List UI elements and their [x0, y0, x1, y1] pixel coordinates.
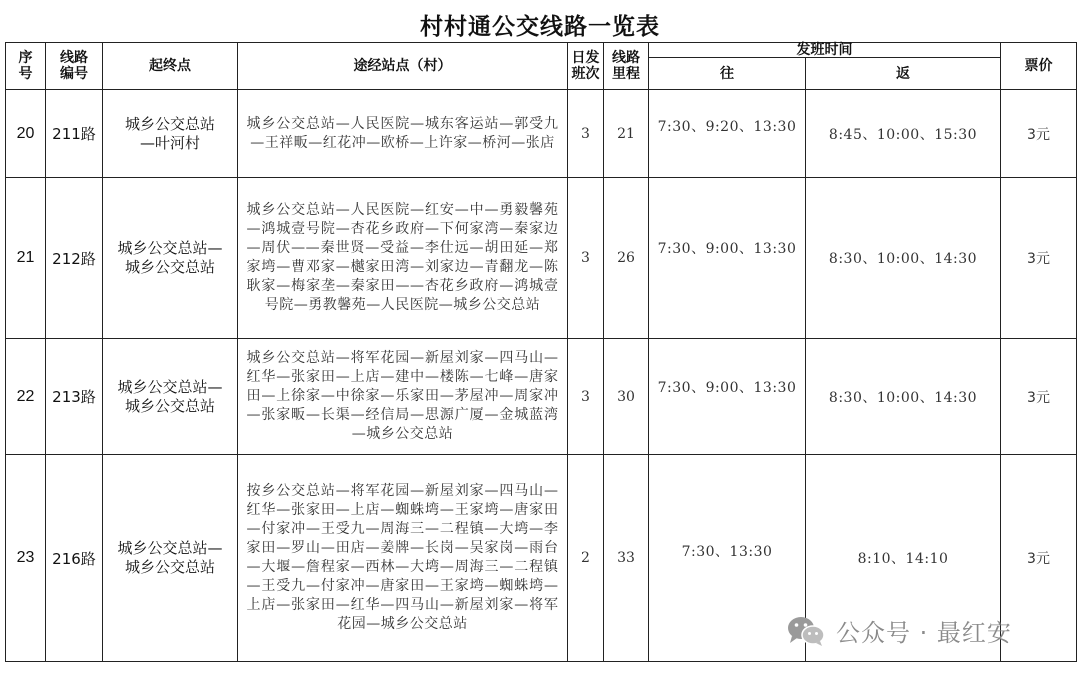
row-inbound: 8:30、10:00、14:30	[806, 339, 1001, 455]
bus-routes-table	[5, 42, 1077, 662]
header-seq: 序号	[6, 43, 46, 90]
row-outbound: 7:30、9:00、13:30	[649, 178, 806, 339]
row-stops	[238, 455, 568, 662]
row-price: 3元	[1001, 455, 1077, 662]
row-ends-start: 城乡公交总站—	[117, 377, 223, 396]
row-line: 212路	[46, 178, 103, 339]
header-ends: 起终点	[103, 43, 238, 90]
table-row	[6, 178, 1077, 339]
row-ends	[103, 455, 238, 662]
row-stops	[238, 339, 568, 455]
row-seq: 23	[6, 455, 46, 662]
row-ends-end: 城乡公交总站	[124, 258, 215, 276]
row-stops-text: 城乡公交总站—人民医院—红安—中—勇毅馨苑—鸿城壹号院—杏花乡政府—下何家湾—秦家边—周伏——秦世贤—受益—李仕远—胡田延—郑家塆—曹邓家—樾家田湾—刘家边—青翻龙—陈耿家—梅家垄—秦家田——杏花乡政府—鸿城壹号院—勇教馨苑—人民医院—城乡公交总站	[246, 202, 559, 313]
row-inbound: 8:30、10:00、14:30	[806, 178, 1001, 339]
row-ends	[103, 90, 238, 178]
row-inbound: 8:10、14:10	[806, 455, 1001, 662]
header-outbound: 往	[649, 58, 806, 90]
header-schedule: 发班时间	[649, 43, 1001, 58]
row-stops-text: 按乡公交总站—将军花园—新屋刘家—四马山—红华—张家田—上店—蜘蛛塆—王家塆—唐家田—付家冲—王受九—周海三—二程镇—大塆—李家田—罗山—田店—姜牌—长岗—吴家岗—雨台—大堰—詹程家—西林—大塆—周海三—二程镇—王受九—付家冲—唐家田—王家塆—蜘蛛塆—上店—张家田—红华—四马山—新屋刘家—将军花园—城乡公交总站	[246, 483, 559, 632]
watermark	[786, 613, 1012, 648]
header-stops: 途经站点（村）	[238, 43, 568, 90]
table-row	[6, 90, 1077, 178]
watermark-text: 公众号 · 最红安	[836, 619, 1012, 647]
row-stops	[238, 90, 568, 178]
row-line: 216路	[46, 455, 103, 662]
row-seq: 21	[6, 178, 46, 339]
row-stops-text: 城乡公交总站—将军花园—新屋刘家—四马山—红华—张家田—上店—建中—楼陈—七峰—唐家田—上徐家—中徐家—乐家田—茅屋冲—周家冲—张家畈—长渠—经信局—思源广厦—金城蓝湾—城乡公交总站	[246, 350, 559, 442]
row-stops	[238, 178, 568, 339]
row-outbound: 7:30、9:00、13:30	[649, 339, 806, 455]
row-ends	[103, 339, 238, 455]
header-daily: 日发班次	[568, 43, 604, 90]
row-line: 211路	[46, 90, 103, 178]
row-length: 30	[604, 339, 649, 455]
row-outbound: 7:30、13:30	[649, 455, 806, 662]
header-length: 线路里程	[604, 43, 649, 90]
row-daily: 2	[568, 455, 604, 662]
row-ends-end: 城乡公交总站	[124, 558, 215, 576]
header-price: 票价	[1001, 43, 1077, 90]
row-price: 3元	[1001, 178, 1077, 339]
row-ends	[103, 178, 238, 339]
row-price: 3元	[1001, 339, 1077, 455]
row-daily: 3	[568, 178, 604, 339]
row-seq: 22	[6, 339, 46, 455]
row-length: 26	[604, 178, 649, 339]
header-line: 线路编号	[46, 43, 103, 90]
row-daily: 3	[568, 339, 604, 455]
row-length: 33	[604, 455, 649, 662]
row-seq: 20	[6, 90, 46, 178]
row-ends-start: 城乡公交总站—	[117, 539, 223, 557]
row-daily: 3	[568, 90, 604, 178]
row-outbound: 7:30、9:20、13:30	[649, 90, 806, 178]
row-ends-start: 城乡公交总站	[124, 114, 215, 133]
row-ends-start: 城乡公交总站—	[117, 239, 223, 257]
row-stops-text: 城乡公交总站—人民医院—城东客运站—郭受九—王祥畈—红花冲—欧桥—上许家—桥河—张店	[246, 115, 559, 151]
page-title: 村村通公交线路一览表	[420, 14, 660, 40]
table-row	[6, 339, 1077, 455]
wechat-icon	[786, 614, 826, 648]
header-inbound: 返	[806, 58, 1001, 90]
row-line: 213路	[46, 339, 103, 455]
row-length: 21	[604, 90, 649, 178]
row-ends-end: 城乡公交总站	[124, 396, 215, 415]
row-inbound: 8:45、10:00、15:30	[806, 90, 1001, 178]
row-price: 3元	[1001, 90, 1077, 178]
row-ends-end: —叶河村	[139, 133, 200, 152]
